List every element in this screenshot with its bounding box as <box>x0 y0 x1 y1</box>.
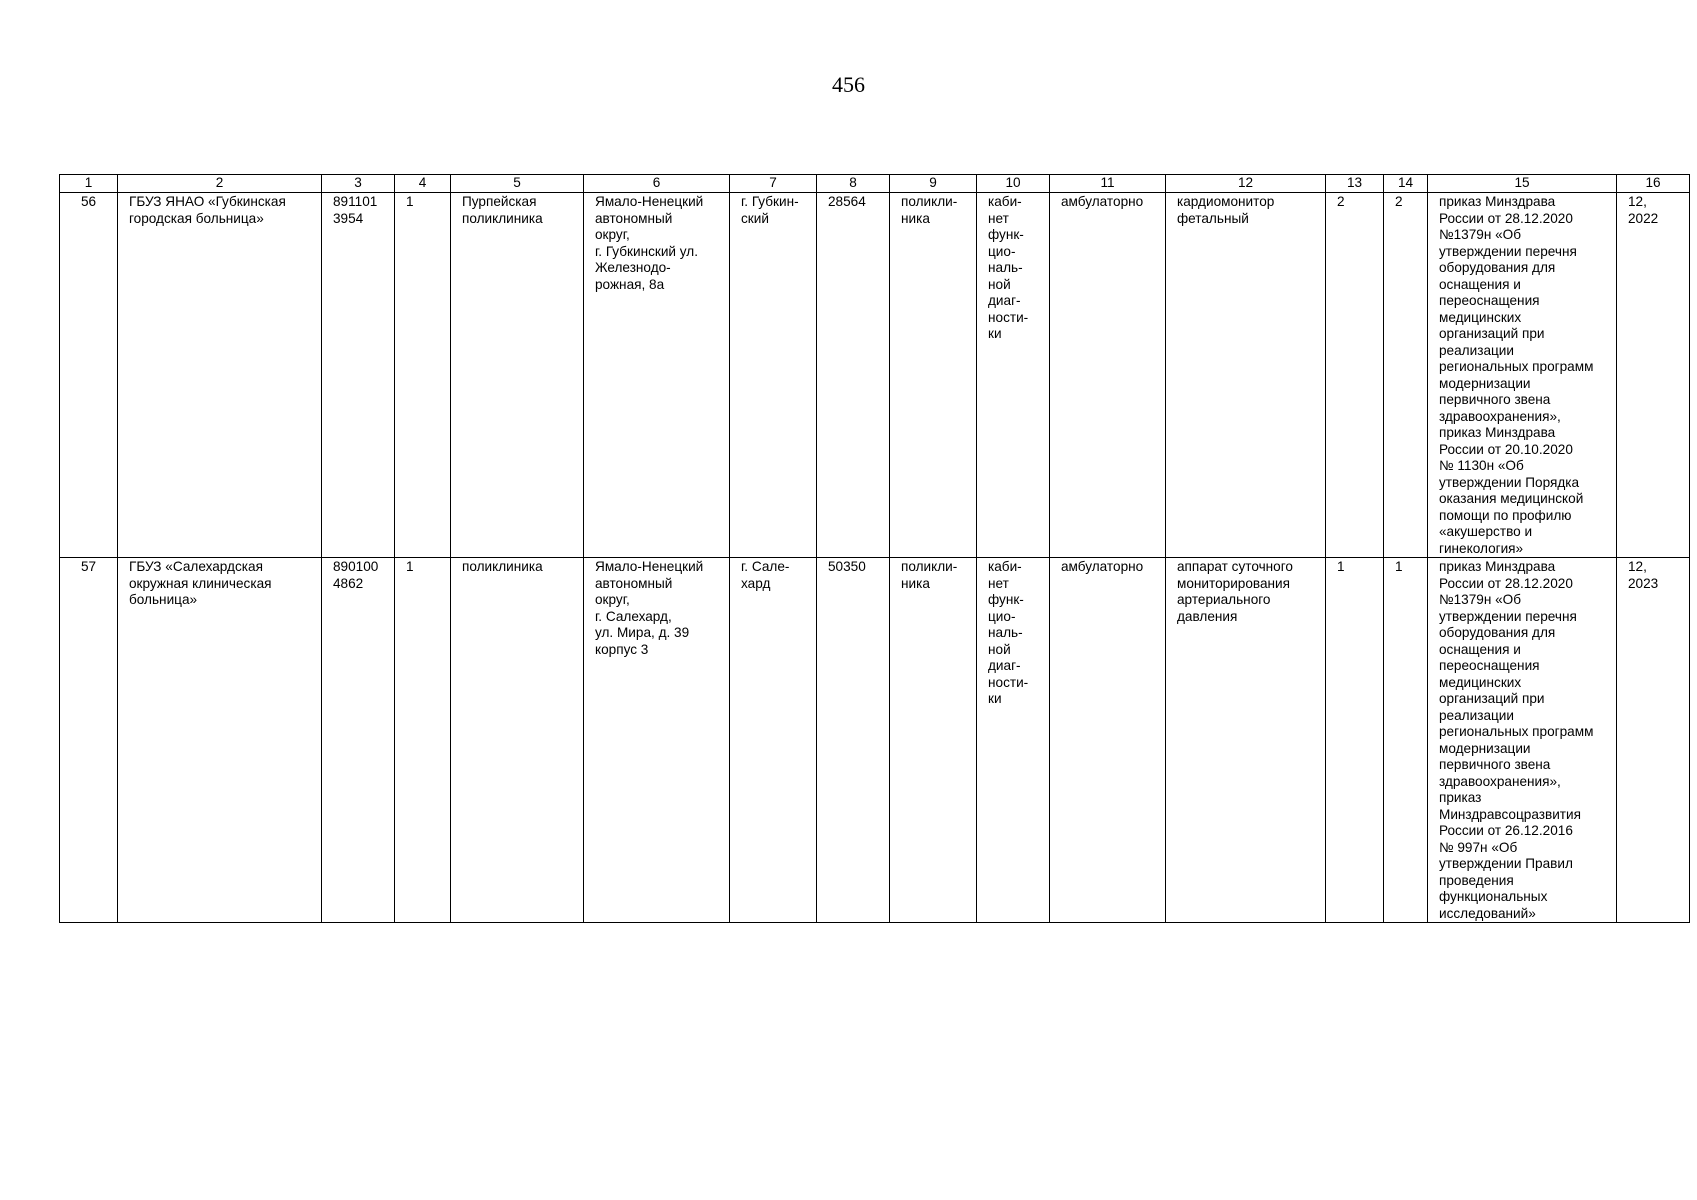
column-header-2: 2 <box>118 175 322 193</box>
cell-col-13: 2 <box>1326 193 1384 558</box>
row-number: 56 <box>60 193 118 558</box>
column-header-13: 13 <box>1326 175 1384 193</box>
address: Ямало-Ненецкий автономный округ, г. Салехард, ул. Мира, д. 39 корпус 3 <box>584 558 730 923</box>
column-number-row <box>60 175 1690 193</box>
column-header-15: 15 <box>1428 175 1617 193</box>
care-conditions: амбулаторно <box>1050 193 1166 558</box>
column-header-1: 1 <box>60 175 118 193</box>
cell-col-14: 2 <box>1384 193 1428 558</box>
equipment-table <box>59 174 1690 923</box>
column-header-5: 5 <box>451 175 584 193</box>
column-header-6: 6 <box>584 175 730 193</box>
city: г. Губкин- ский <box>730 193 817 558</box>
column-header-12: 12 <box>1166 175 1326 193</box>
legal-basis: приказ Минздрава России от 28.12.2020 №1379н «Об утверждении перечня оборудования для оснащения и переоснащения медицинских организаций при реализации региональных программ модернизации первичного звена здравоохранения», приказ Минздравсоцразвития России от 26.12.2016 № 997н «Об утверждении Правил проведения функциональных исследований» <box>1428 558 1617 923</box>
column-header-3: 3 <box>322 175 395 193</box>
row-number: 57 <box>60 558 118 923</box>
period: 12, 2022 <box>1617 193 1690 558</box>
organization-name: ГБУЗ «Салехардская окружная клиническая больница» <box>118 558 322 923</box>
column-header-11: 11 <box>1050 175 1166 193</box>
equipment-name: аппарат суточного мониторирования артериального давления <box>1166 558 1326 923</box>
department: каби- нет функ- цио- наль- ной диаг- ности- ки <box>977 193 1050 558</box>
equipment-name: кардиомонитор фетальный <box>1166 193 1326 558</box>
column-header-16: 16 <box>1617 175 1690 193</box>
care-conditions: амбулаторно <box>1050 558 1166 923</box>
subdivision-name: Пурпейская поликлиника <box>451 193 584 558</box>
column-header-9: 9 <box>890 175 977 193</box>
address: Ямало-Ненецкий автономный округ, г. Губкинский ул. Железнодо- рожная, 8а <box>584 193 730 558</box>
column-header-14: 14 <box>1384 175 1428 193</box>
cell-col-14: 1 <box>1384 558 1428 923</box>
cell-col-4: 1 <box>395 558 451 923</box>
column-header-7: 7 <box>730 175 817 193</box>
facility-type: поликли- ника <box>890 193 977 558</box>
department: каби- нет функ- цио- наль- ной диаг- ности- ки <box>977 558 1050 923</box>
facility-type: поликли- ника <box>890 558 977 923</box>
organization-name: ГБУЗ ЯНАО «Губкинская городская больница» <box>118 193 322 558</box>
cell-col-4: 1 <box>395 193 451 558</box>
page-number: 456 <box>832 72 865 97</box>
inn-code: 891101 3954 <box>322 193 395 558</box>
population: 50350 <box>817 558 890 923</box>
period: 12, 2023 <box>1617 558 1690 923</box>
legal-basis: приказ Минздрава России от 28.12.2020 №1379н «Об утверждении перечня оборудования для оснащения и переоснащения медицинских организаций при реализации региональных программ модернизации первичного звена здравоохранения», приказ Минздрава России от 20.10.2020 № 1130н «Об утверждении Порядка оказания медицинской помощи по профилю «акушерство и гинекология» <box>1428 193 1617 558</box>
table-row <box>60 558 1690 923</box>
population: 28564 <box>817 193 890 558</box>
inn-code: 890100 4862 <box>322 558 395 923</box>
column-header-10: 10 <box>977 175 1050 193</box>
table-row <box>60 193 1690 558</box>
column-header-4: 4 <box>395 175 451 193</box>
column-header-8: 8 <box>817 175 890 193</box>
cell-col-13: 1 <box>1326 558 1384 923</box>
subdivision-name: поликлиника <box>451 558 584 923</box>
city: г. Сале- хард <box>730 558 817 923</box>
